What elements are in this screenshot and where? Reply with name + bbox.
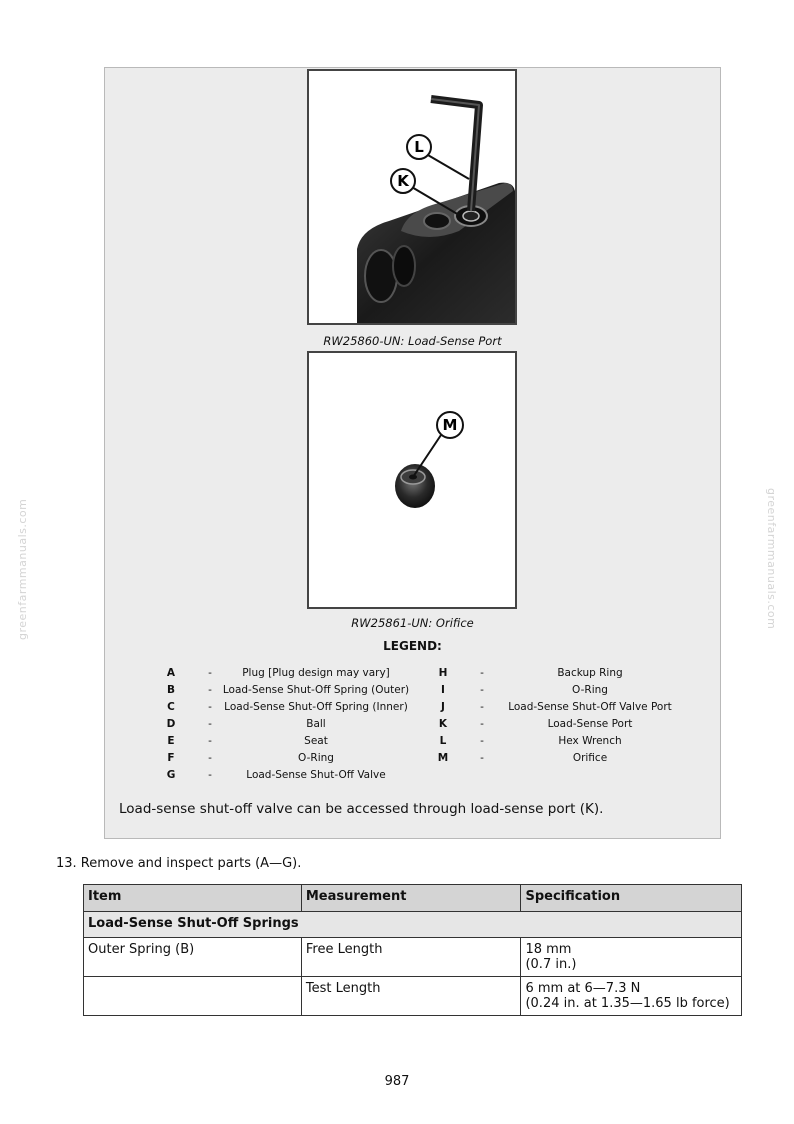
table-header-row [84, 885, 742, 912]
svg-text:K: K [397, 172, 409, 190]
legend-dash: - [480, 735, 484, 747]
legend-dash: - [480, 718, 484, 730]
load-sense-port-image [307, 69, 517, 325]
group-label: Load-Sense Shut-Off Springs [84, 912, 742, 938]
load-sense-port-illustration [309, 71, 515, 323]
orifice-image [307, 351, 517, 609]
watermark-left: greenfarmmanuals.com [16, 498, 29, 640]
legend-description: Hex Wrench [558, 735, 622, 747]
cell-item [84, 977, 302, 1016]
legend-description: O-Ring [572, 684, 608, 696]
legend-item [161, 752, 441, 768]
legend-item [433, 667, 713, 683]
legend-dash: - [480, 752, 484, 764]
page-number: 987 [384, 1074, 410, 1089]
legend-letter: L [439, 735, 447, 747]
legend-description: Load-Sense Port [547, 718, 633, 730]
legend-dash: - [208, 718, 212, 730]
header-specification: Specification [521, 885, 742, 912]
legend-description: Load-Sense Shut-Off Spring (Inner) [224, 701, 408, 713]
legend-description: Load-Sense Shut-Off Valve [246, 769, 386, 781]
legend-letter: M [437, 752, 449, 764]
legend-dash: - [208, 701, 212, 713]
cell-item: Outer Spring (B) [84, 938, 302, 977]
legend-item [433, 735, 713, 751]
figure-panel [104, 67, 721, 839]
procedure-step: 13. Remove and inspect parts (A—G). [56, 856, 302, 871]
legend-item [161, 684, 441, 700]
callout-m [437, 412, 463, 438]
legend-item [161, 718, 441, 734]
legend-dash: - [480, 667, 484, 679]
legend-item [161, 701, 441, 717]
legend-letter: B [166, 684, 175, 696]
legend-letter: C [167, 701, 175, 713]
figure-caption-orifice: RW25861-UN: Orifice [351, 616, 474, 630]
spec-table [83, 884, 742, 1016]
spec-value-imperial: (0.24 in. at 1.35—1.65 lb force) [525, 996, 730, 1011]
legend-item [161, 735, 441, 751]
legend-item [433, 684, 713, 700]
cell-measurement: Test Length [301, 977, 521, 1016]
legend-letter: I [441, 684, 445, 696]
legend-dash: - [208, 735, 212, 747]
legend-letter: K [438, 718, 448, 730]
legend-description: Load-Sense Shut-Off Valve Port [508, 701, 672, 713]
spec-value: 18 mm [525, 942, 572, 957]
legend-title: LEGEND: [383, 639, 442, 653]
legend-dash: - [480, 701, 484, 713]
watermark-right: greenfarmmanuals.com [765, 488, 778, 630]
legend-item [161, 667, 441, 683]
legend-dash: - [208, 667, 212, 679]
cell-specification [521, 977, 742, 1016]
cell-measurement: Free Length [301, 938, 521, 977]
callout-k [391, 169, 415, 193]
panel-note: Load-sense shut-off valve can be accessed through load-sense port (K). [119, 801, 604, 817]
svg-text:L: L [414, 138, 424, 156]
legend-description: Plug [Plug design may vary] [242, 667, 390, 679]
table-row [84, 938, 742, 977]
table-group-row [84, 912, 742, 938]
callout-l [407, 135, 431, 159]
legend-description: Seat [304, 735, 328, 747]
legend-description: Load-Sense Shut-Off Spring (Outer) [222, 684, 410, 696]
legend-letter: D [166, 718, 176, 730]
orifice-illustration [309, 353, 515, 607]
legend-dash: - [480, 684, 484, 696]
legend-letter: H [438, 667, 448, 679]
header-item: Item [84, 885, 302, 912]
legend-dash: - [208, 752, 212, 764]
legend-description: Orifice [572, 752, 608, 764]
legend-item [433, 718, 713, 734]
spec-value: 6 mm at 6—7.3 N [525, 981, 641, 996]
legend-letter: E [167, 735, 175, 747]
legend-letter: J [441, 701, 445, 713]
spec-value-imperial: (0.7 in.) [525, 957, 577, 972]
legend-letter: G [166, 769, 176, 781]
legend-description: Backup Ring [557, 667, 623, 679]
legend-letter: A [166, 667, 176, 679]
legend-description: Ball [306, 718, 326, 730]
legend-item [433, 701, 713, 717]
legend-description: O-Ring [298, 752, 334, 764]
legend-item [161, 769, 441, 785]
legend-letter: F [167, 752, 175, 764]
svg-text:M: M [442, 416, 458, 434]
table-row [84, 977, 742, 1016]
legend-dash: - [208, 769, 212, 781]
header-measurement: Measurement [301, 885, 521, 912]
figure-caption-load-sense-port: RW25860-UN: Load-Sense Port [323, 334, 502, 348]
legend-dash: - [208, 684, 212, 696]
legend-item [433, 752, 713, 768]
cell-specification [521, 938, 742, 977]
